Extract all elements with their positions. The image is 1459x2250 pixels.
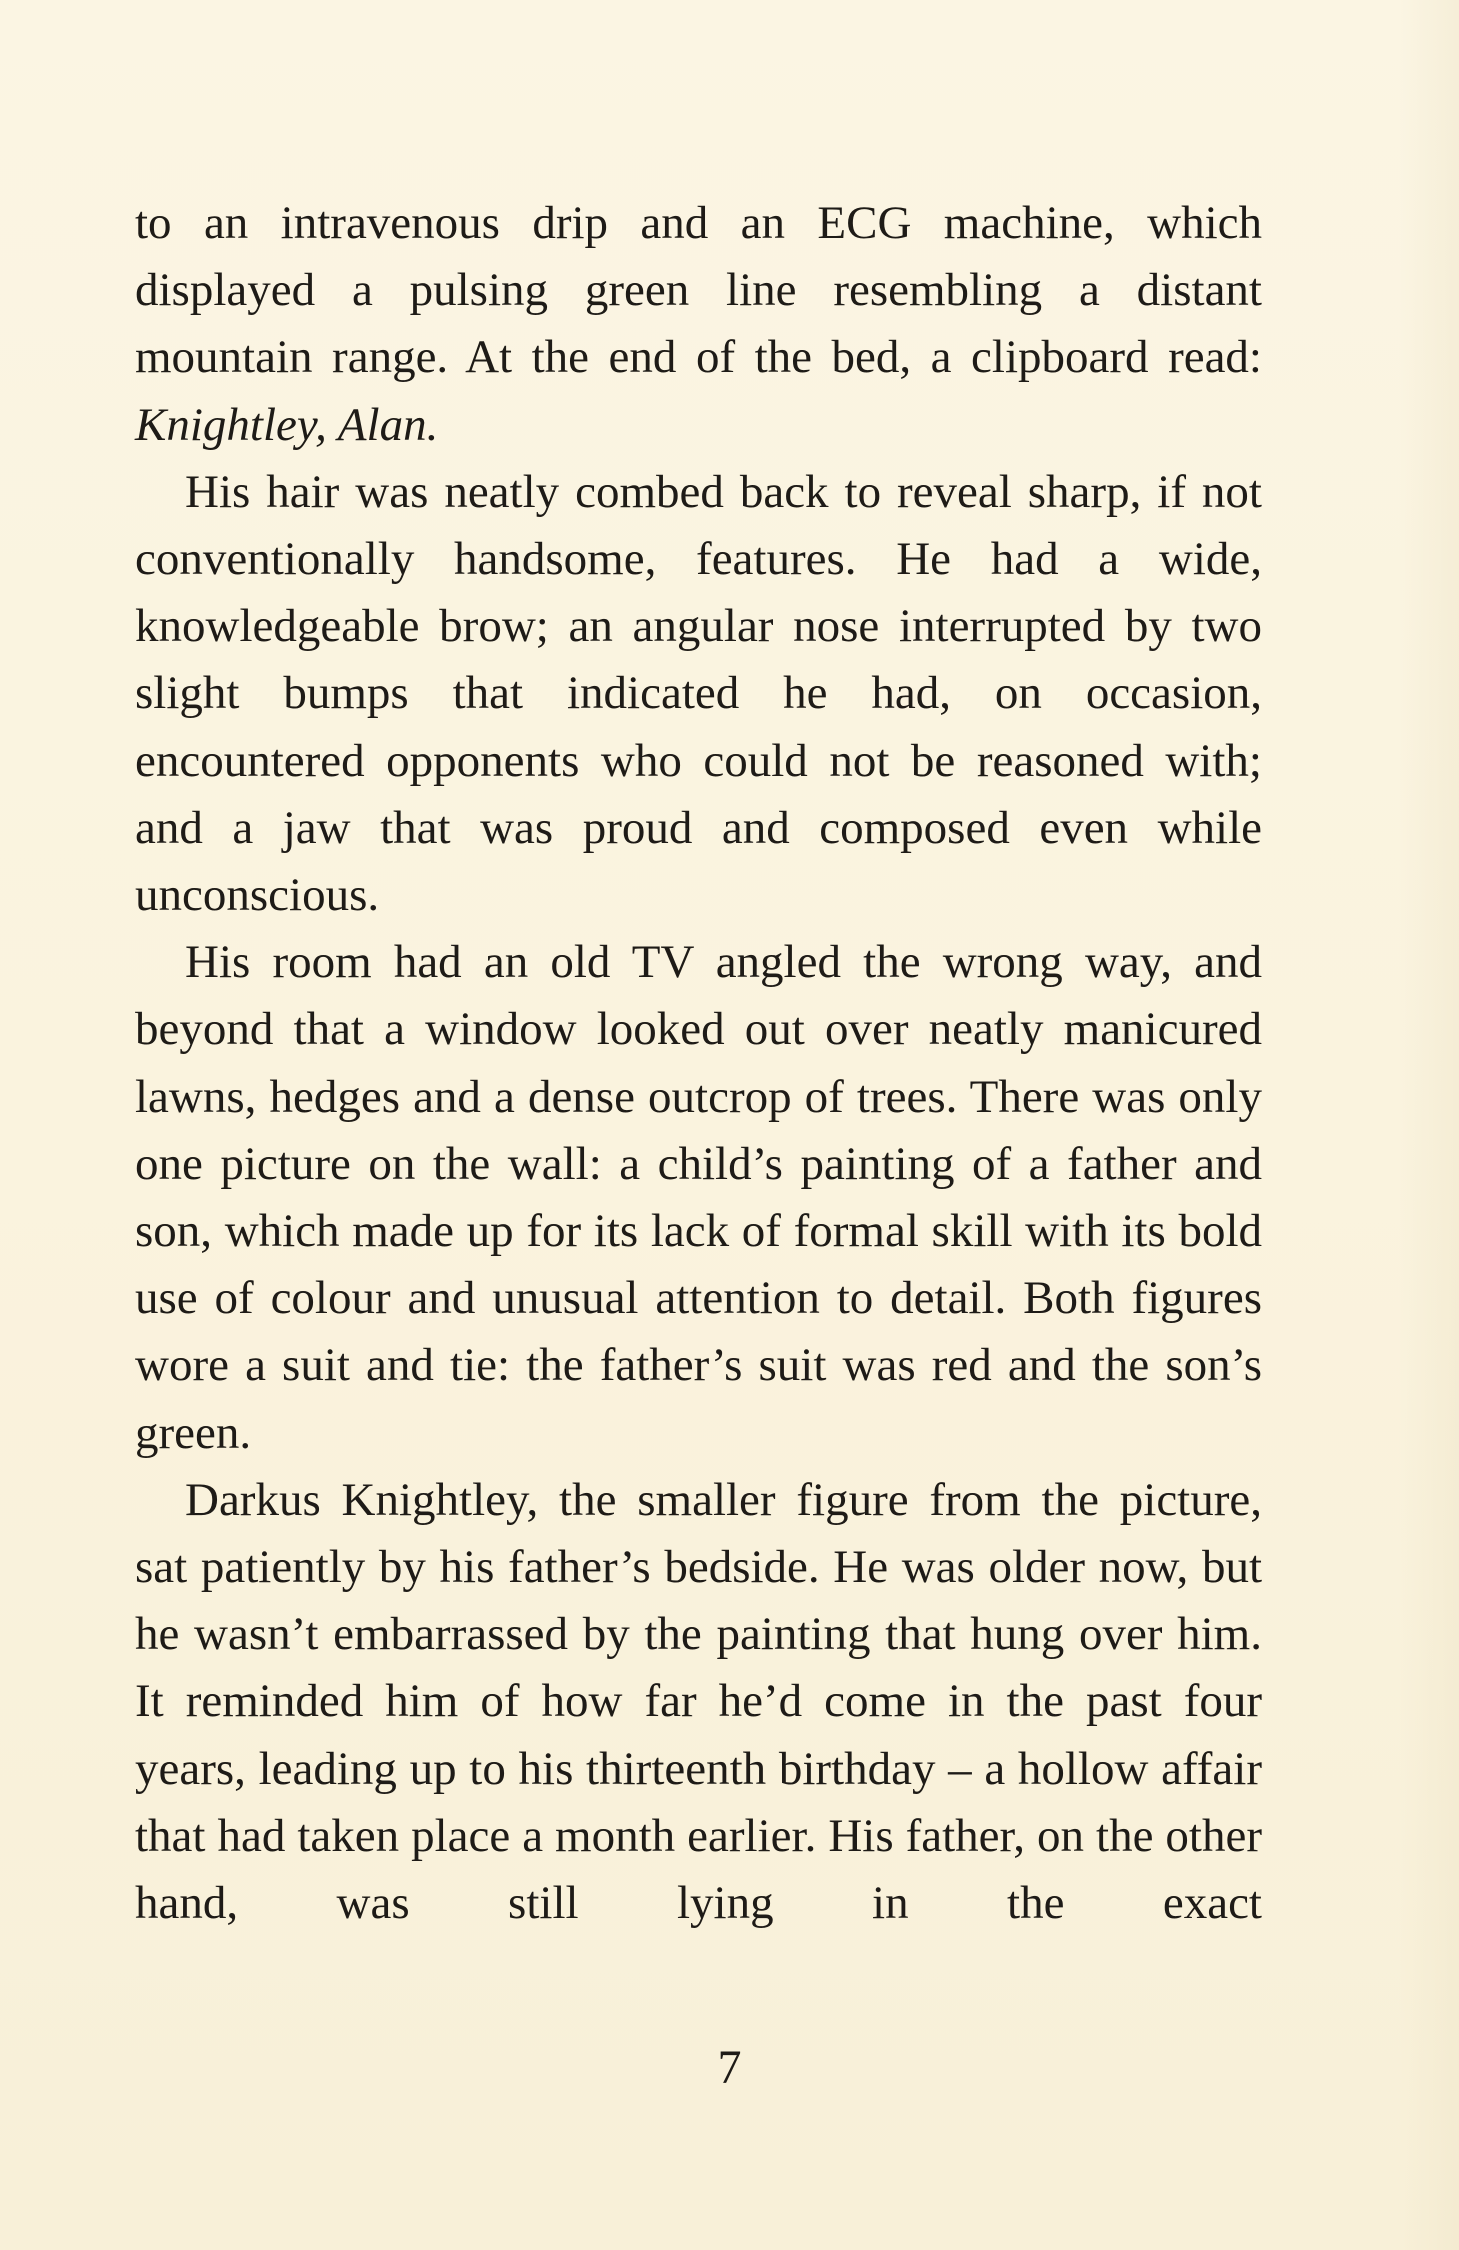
paragraph-1 — [135, 190, 1262, 459]
page-number: 7 — [717, 2041, 742, 2094]
clipboard-name: Knightley, Alan. — [135, 398, 439, 451]
paragraph-2: His hair was neatly combed back to reveal sharp, if not conventionally handsome, features. He had a wide, knowledgeable brow; an angular nose interrupted by two slight bumps that indicated he had, on occasion, encountered opponents who could not be reasoned with; and a jaw that was proud and composed even while unconscious. — [135, 465, 1262, 922]
paragraph-4: Darkus Knightley, the smaller figure from the picture, sat patiently by his father’s bedside. He was older now, but he wasn’t embarrassed by the painting that hung over him. It reminded him of how far he’d come in the past four years, leading up to his thirteenth birthday – a hollow affair that had taken place a month earlier. His father, on the other hand, was still lying in the exact — [135, 1473, 1262, 1930]
body-text — [135, 190, 1262, 1937]
paragraph-1-text: to an intravenous drip and an ECG machine, which displayed a pulsing green line resembling a distant mountain range. At the end of the bed, a clipboard read: — [135, 197, 1262, 384]
paragraph-3: His room had an old TV angled the wrong way, and beyond that a window looked out over neatly manicured lawns, hedges and a dense outcrop of trees. There was only one picture on the wall: a child’s painting of a father and son, which made up for its lack of formal skill with its bold use of colour and unusual attention to detail. Both figures wore a suit and tie: the father’s suit was red and the son’s green. — [135, 936, 1262, 1459]
